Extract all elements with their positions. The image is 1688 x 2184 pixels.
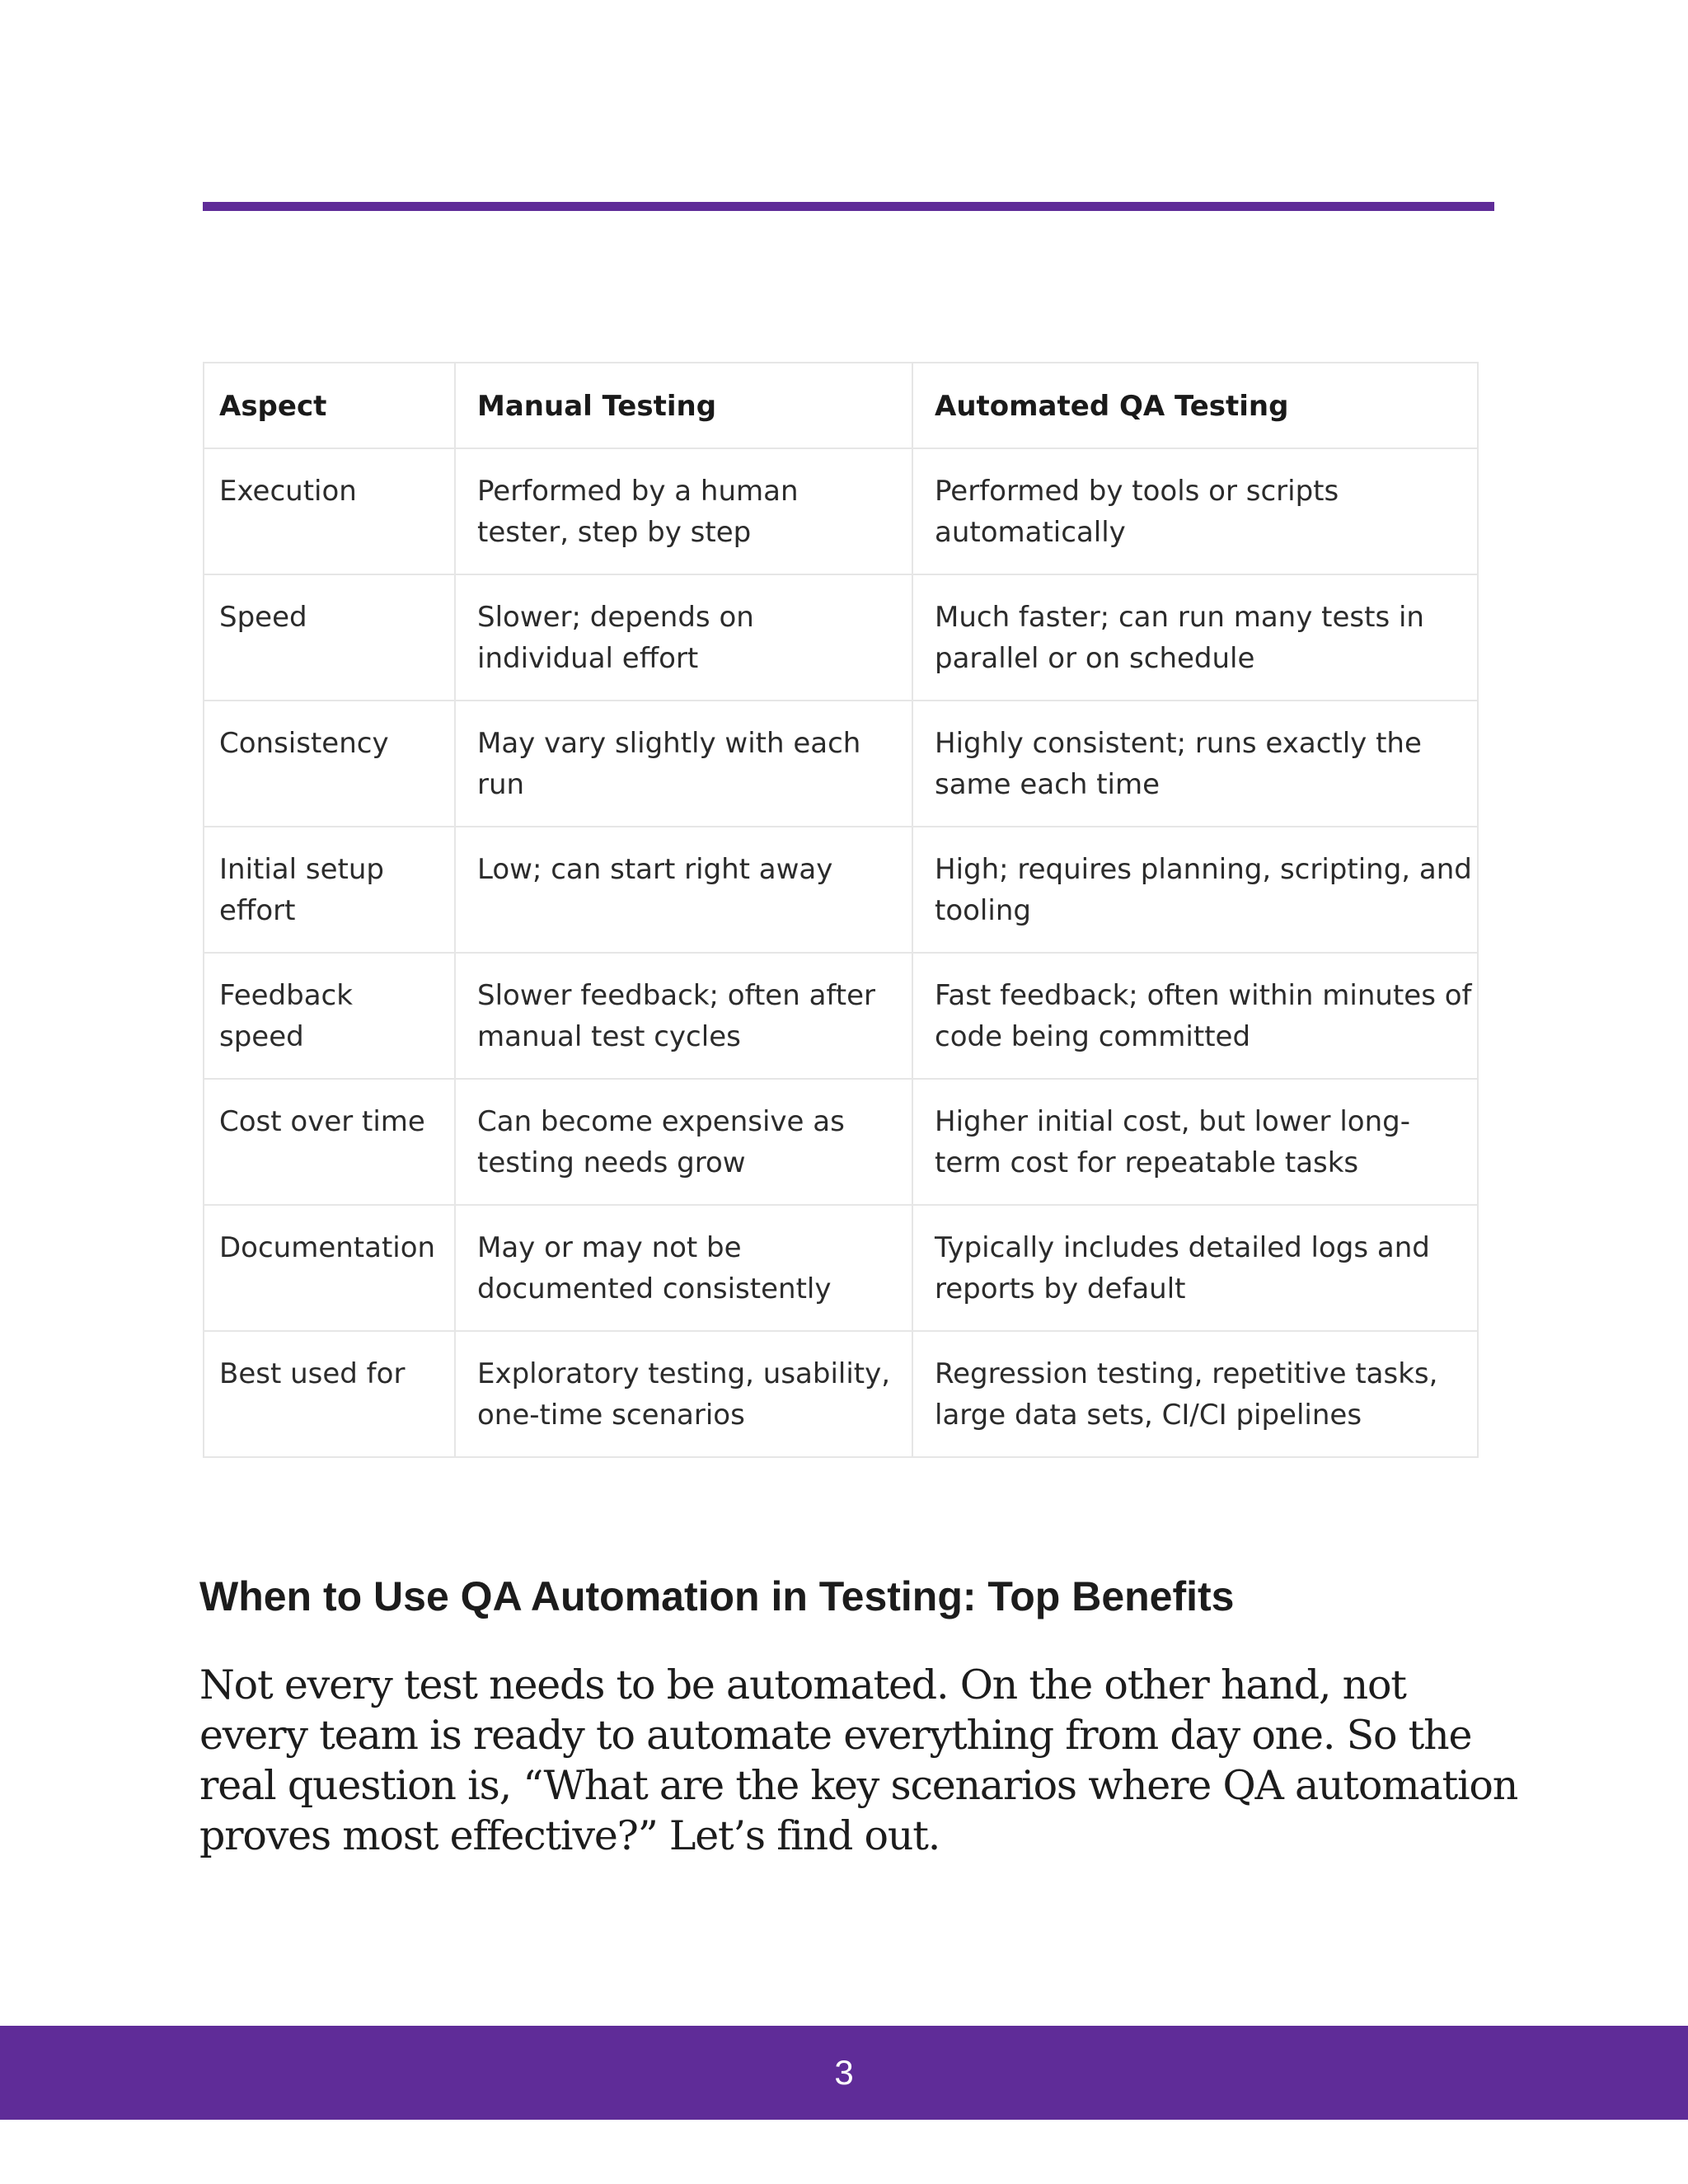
cell-aspect: Cost over time: [204, 1079, 455, 1205]
cell-aspect: Initial setup effort: [204, 827, 455, 953]
comparison-table: [203, 362, 1479, 1458]
page-number: 3: [834, 2053, 854, 2092]
cell-aspect: Execution: [204, 448, 455, 574]
table-row: [204, 1079, 1478, 1205]
cell-manual: May or may not be documented consistently: [455, 1205, 912, 1331]
cell-aspect: Best used for: [204, 1331, 455, 1457]
header-automated-qa-testing: Automated QA Testing: [912, 363, 1478, 448]
cell-aspect: Consistency: [204, 701, 455, 827]
cell-automated: Regression testing, repetitive tasks, large data sets, CI/CI pipelines: [912, 1331, 1478, 1457]
cell-manual: Performed by a human tester, step by step: [455, 448, 912, 574]
section-heading: When to Use QA Automation in Testing: Top Benefits: [199, 1573, 1235, 1619]
cell-automated: Highly consistent; runs exactly the same each time: [912, 701, 1478, 827]
cell-manual: May vary slightly with each run: [455, 701, 912, 827]
cell-automated: Performed by tools or scripts automatically: [912, 448, 1478, 574]
cell-automated: Much faster; can run many tests in parallel or on schedule: [912, 574, 1478, 701]
header-aspect: Aspect: [204, 363, 455, 448]
cell-manual: Slower; depends on individual effort: [455, 574, 912, 701]
table-header-row: [204, 363, 1478, 448]
cell-aspect: Speed: [204, 574, 455, 701]
table-row: [204, 1331, 1478, 1457]
table-row: [204, 448, 1478, 574]
footer-bar: [0, 2026, 1688, 2120]
header-manual-testing: Manual Testing: [455, 363, 912, 448]
table-row: [204, 701, 1478, 827]
top-accent-rule: [203, 202, 1494, 211]
cell-automated: Higher initial cost, but lower long-term cost for repeatable tasks: [912, 1079, 1478, 1205]
table-row: [204, 574, 1478, 701]
table-row: [204, 827, 1478, 953]
cell-automated: Fast feedback; often within minutes of code being committed: [912, 953, 1478, 1079]
body-paragraph: Not every test needs to be automated. On the other hand, not every team is ready to automate everything from day one. So the real question is, “What are the key scenarios where QA automation proves most effective?” Let’s find out.: [199, 1661, 1518, 1859]
cell-aspect: Documentation: [204, 1205, 455, 1331]
cell-automated: High; requires planning, scripting, and tooling: [912, 827, 1478, 953]
cell-manual: Low; can start right away: [455, 827, 912, 953]
table-row: [204, 953, 1478, 1079]
cell-manual: Slower feedback; often after manual test cycles: [455, 953, 912, 1079]
table-row: [204, 1205, 1478, 1331]
cell-automated: Typically includes detailed logs and reports by default: [912, 1205, 1478, 1331]
cell-manual: Exploratory testing, usability, one-time scenarios: [455, 1331, 912, 1457]
cell-manual: Can become expensive as testing needs grow: [455, 1079, 912, 1205]
cell-aspect: Feedback speed: [204, 953, 455, 1079]
